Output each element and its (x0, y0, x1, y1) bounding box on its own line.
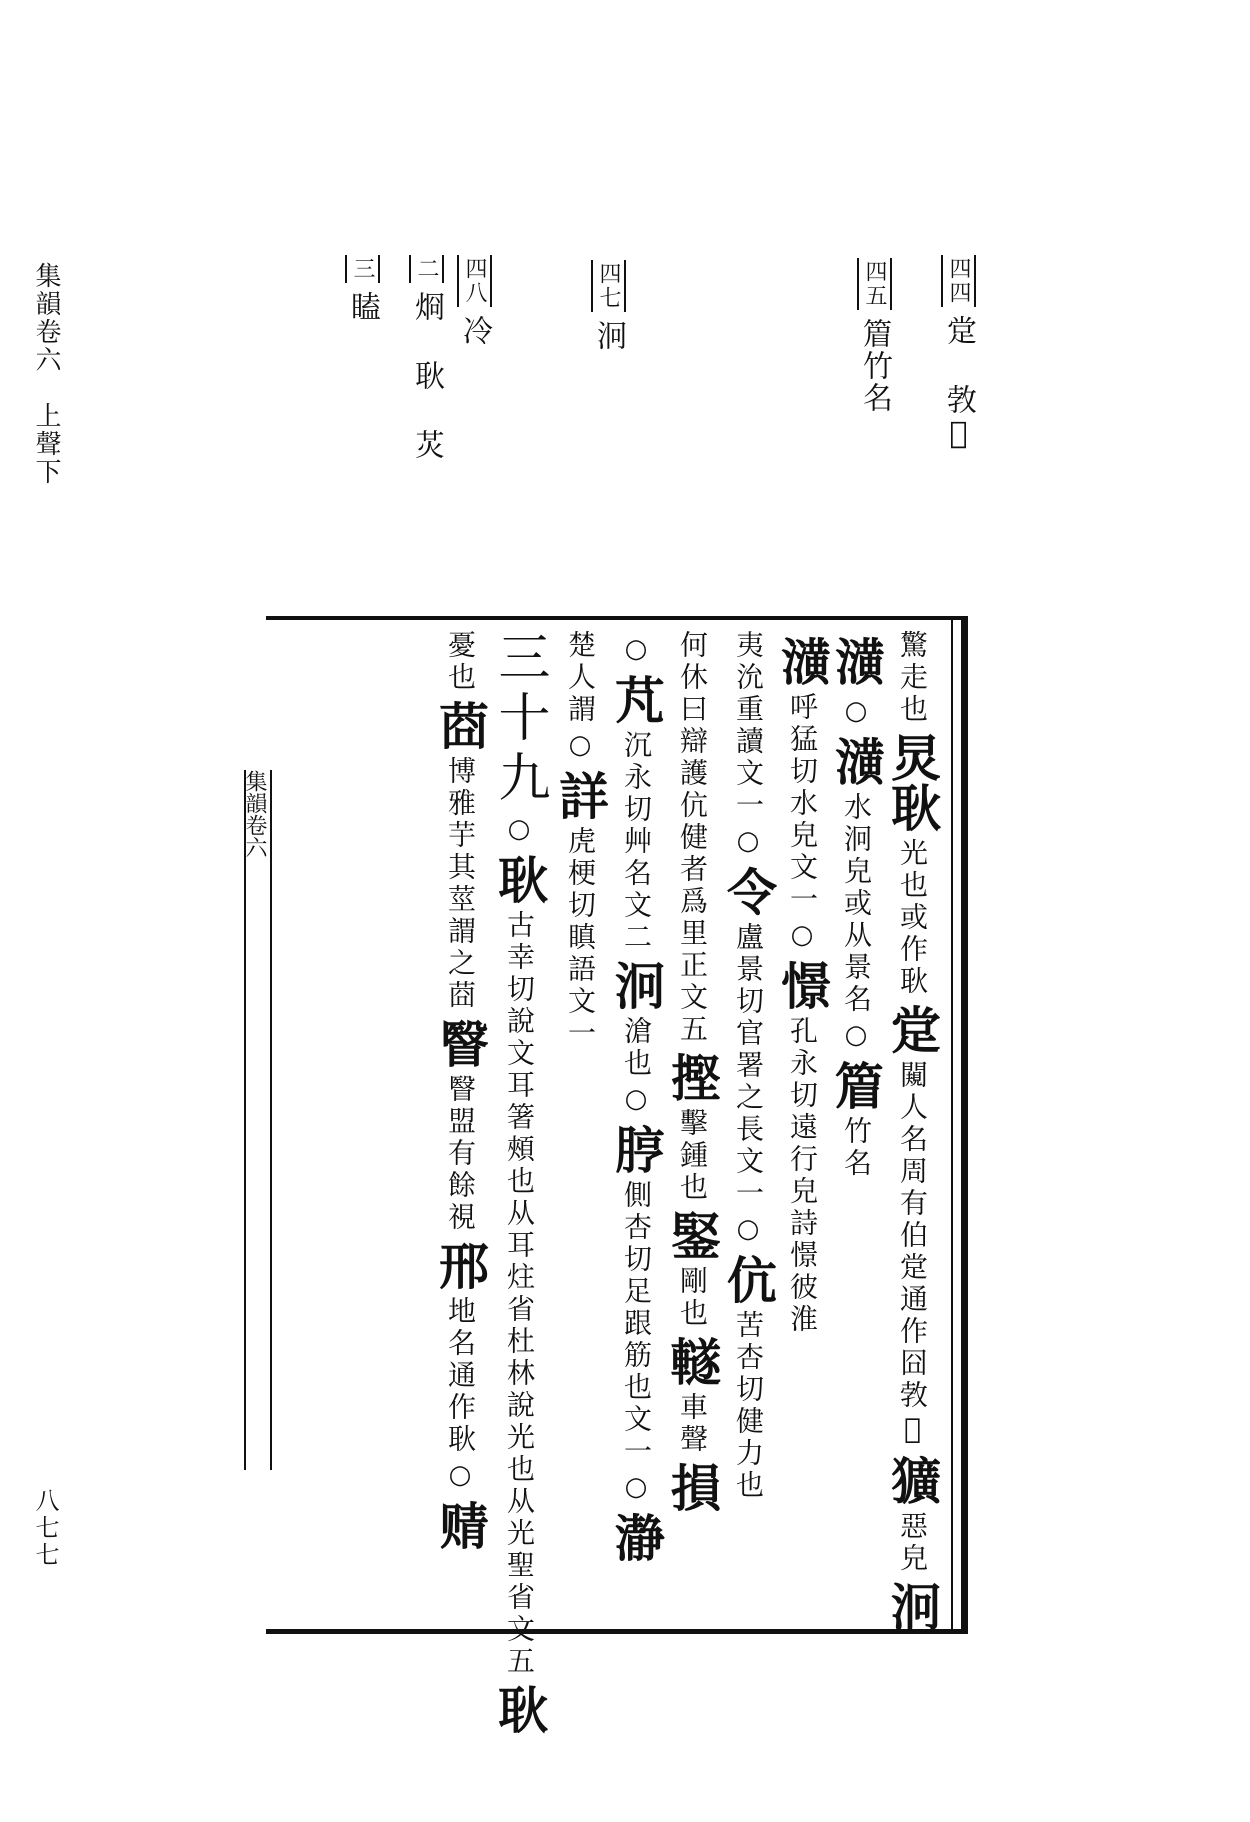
text-column-8: 三十九○耿古幸切說文耳箸頰也从耳炷省杜林說光也从光聖省文五耿 (489, 630, 549, 1734)
note-44: 四四䟫 㪍𣊑 (941, 257, 976, 453)
note-47: 四七泂 (591, 262, 626, 352)
note-3: 三瞌 (345, 257, 380, 323)
text-column-7: 楚人謂○詳虎梗切瞋語文一 (551, 630, 610, 1050)
text-column-6: ○芃沉永切艸名文二泂滄也○脝側杏切足跟筋也文一○瀞 (607, 634, 666, 1562)
note-48: 四八冷 (457, 257, 492, 347)
text-column-10 (373, 630, 423, 1619)
text-column-9: 憂也莔博雅芋其莖謂之莔瞖瞖盟有餘視邢地名通作耿○䞍 (431, 630, 490, 1550)
fold-margin: 集韻卷六 (244, 770, 272, 1470)
frame-rule (951, 620, 953, 1629)
note-1: 二烱 耿 炗 (409, 257, 444, 461)
running-head: 集韻卷六 上聲下 (31, 262, 61, 486)
text-column-5: 何休曰辯護伉健者爲里正文五摼擊鍾也鋻剛也䡵車聲損 (663, 630, 722, 1512)
page-number: 八七七 (31, 1488, 59, 1569)
note-45: 四五篃竹名 (857, 260, 892, 414)
printed-page-frame (242, 616, 968, 1734)
text-column-2: 㶂○㶂水泂皃或从景名○篃竹名 (827, 636, 886, 1180)
text-column-4: 夷沇重讀文一○令盧景切官署之長文一○伉苦杏切健力也 (719, 630, 778, 1502)
text-column-3: 㶂呼猛切水皃文一○憬孔永切遠行皃詩憬彼淮 (773, 636, 832, 1336)
text-column-1: 驚走也炅耿光也或作耿䟫闚人名周有伯䟫通作囧㪍𣊑獷惡皃泂 (883, 630, 942, 1631)
